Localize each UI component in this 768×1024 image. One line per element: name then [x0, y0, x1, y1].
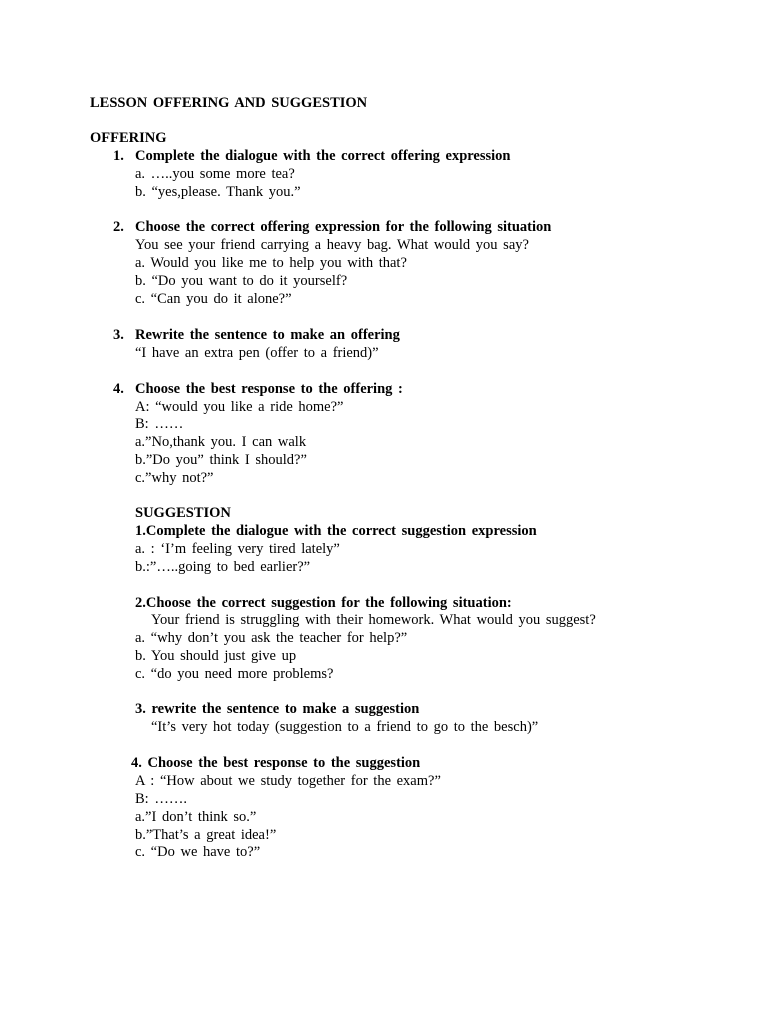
offering-heading: OFFERING	[90, 130, 167, 146]
suggestion-q4-option-b: b.”That’s a great idea!”	[135, 827, 277, 843]
offering-q1-option-a: a. …..you some more tea?	[135, 166, 295, 182]
offering-q1-prompt: Complete the dialogue with the correct offering expression	[135, 148, 511, 164]
offering-q4-line-a: A: “would you like a ride home?”	[135, 399, 344, 415]
offering-q4-option-b: b.”Do you” think I should?”	[135, 452, 307, 468]
offering-q4-option-a: a.”No,thank you. I can walk	[135, 434, 307, 450]
offering-q4-number: 4.	[113, 381, 124, 397]
offering-q4-line-b: B: ……	[135, 416, 184, 432]
suggestion-q3-sentence: “It’s very hot today (suggestion to a friend to go to the besch)”	[151, 719, 539, 735]
offering-q4-option-c: c.”why not?”	[135, 470, 214, 486]
suggestion-q1-option-a: a. : ‘I’m feeling very tired lately”	[135, 541, 340, 557]
offering-q2-situation: You see your friend carrying a heavy bag. What would you say?	[135, 237, 529, 253]
suggestion-q2-option-c: c. “do you need more problems?	[135, 666, 334, 682]
suggestion-q4-line-b: B: …….	[135, 791, 187, 807]
offering-q4-prompt: Choose the best response to the offering :	[135, 381, 403, 397]
suggestion-q4-prompt: 4. Choose the best response to the suggestion	[131, 755, 421, 771]
offering-q2-number: 2.	[113, 219, 124, 235]
suggestion-q4-option-c: c. “Do we have to?”	[135, 844, 261, 860]
suggestion-q3-prompt: 3. rewrite the sentence to make a suggestion	[135, 701, 420, 717]
suggestion-q2-option-b: b. You should just give up	[135, 648, 297, 664]
suggestion-q1-prompt: 1.Complete the dialogue with the correct suggestion expression	[135, 523, 537, 539]
offering-q2-option-b: b. “Do you want to do it yourself?	[135, 273, 348, 289]
suggestion-q2-prompt: 2.Choose the correct suggestion for the following situation:	[135, 595, 512, 611]
offering-q1-option-b: b. “yes,please. Thank you.”	[135, 184, 301, 200]
lesson-title: LESSON OFFERING AND SUGGESTION	[90, 95, 368, 111]
offering-q2-option-c: c. “Can you do it alone?”	[135, 291, 292, 307]
offering-q3-number: 3.	[113, 327, 124, 343]
suggestion-q2-situation: Your friend is struggling with their homework. What would you suggest?	[151, 612, 596, 628]
suggestion-q1-option-b: b.:”…..going to bed earlier?”	[135, 559, 311, 575]
suggestion-heading: SUGGESTION	[135, 505, 231, 521]
suggestion-q4-line-a: A : “How about we study together for the exam?”	[135, 773, 441, 789]
offering-q2-option-a: a. Would you like me to help you with that?	[135, 255, 407, 271]
suggestion-q4-option-a: a.”I don’t think so.”	[135, 809, 257, 825]
offering-q2-prompt: Choose the correct offering expression for the following situation	[135, 219, 552, 235]
offering-q1-number: 1.	[113, 148, 124, 164]
suggestion-q2-option-a: a. “why don’t you ask the teacher for help?”	[135, 630, 408, 646]
offering-q3-prompt: Rewrite the sentence to make an offering	[135, 327, 400, 343]
offering-q3-sentence: “I have an extra pen (offer to a friend)”	[135, 345, 379, 361]
